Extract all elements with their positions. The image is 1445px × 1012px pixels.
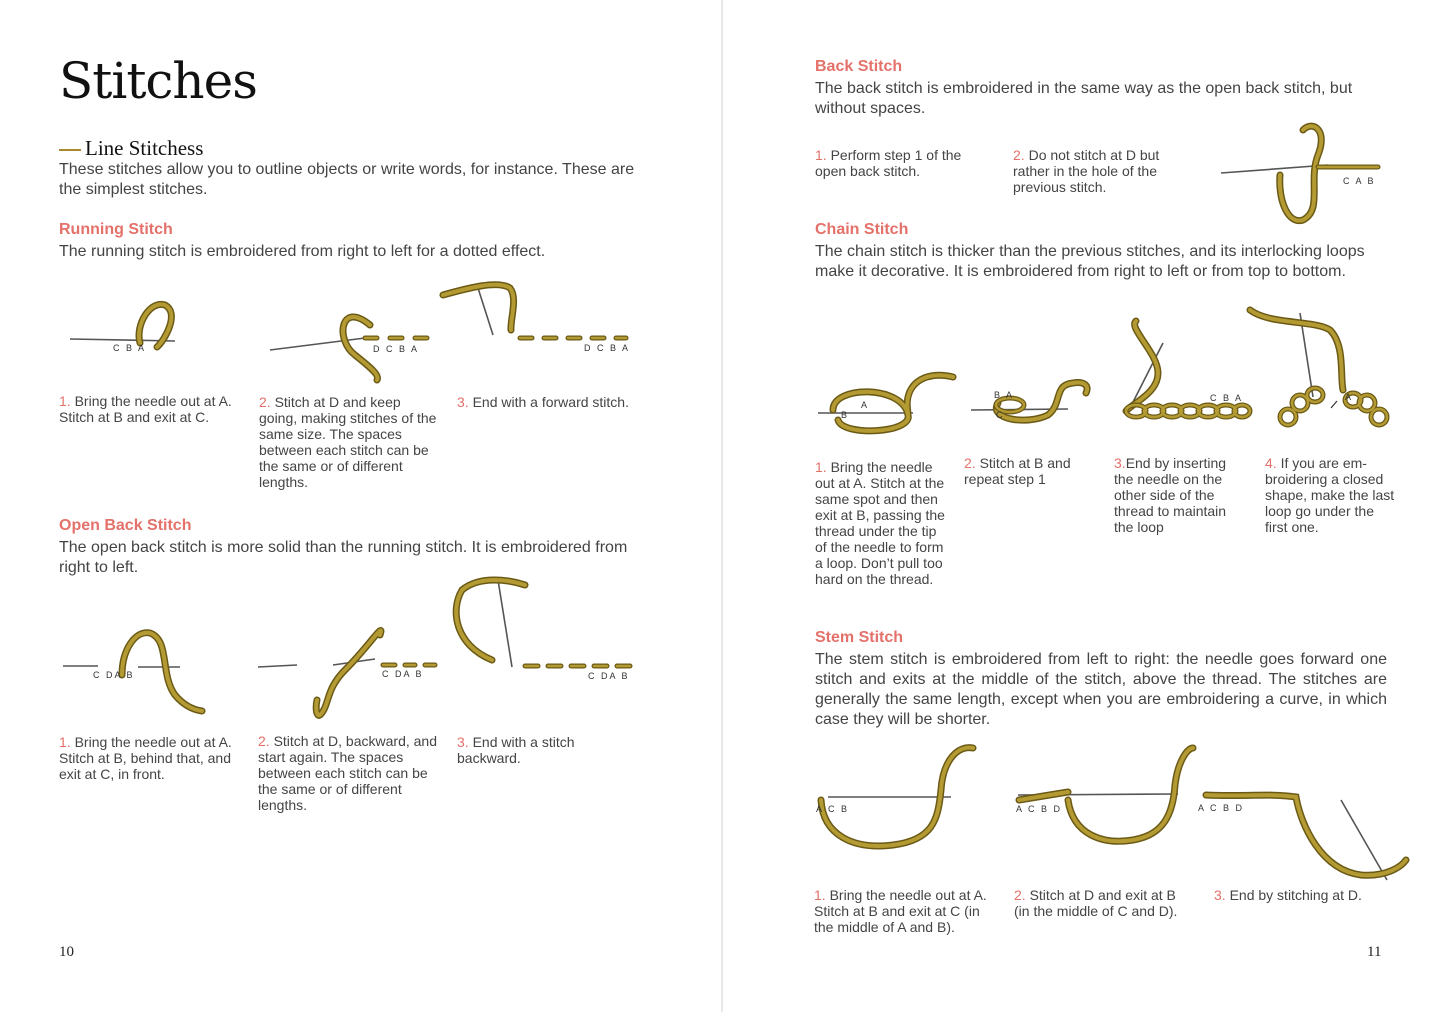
- chain-step-4: 4. If you are em-broidering a closed shape, make the last loop go under the first one.: [1265, 455, 1395, 535]
- back-stitch-fig: [1218, 120, 1388, 225]
- chain-step-2: 2. Stitch at B and repeat step 1: [964, 455, 1071, 487]
- open-back-step-3: 3. End with a stitch backward.: [457, 734, 575, 766]
- open-back-fig-2: [255, 615, 445, 720]
- chain-fig-3-label: C B A: [1210, 393, 1244, 403]
- open-back-fig-3: [450, 575, 645, 685]
- page-title: Stitches: [59, 52, 257, 110]
- section-heading: [59, 136, 203, 161]
- stem-stitch-desc: The stem stitch is embroidered from left to right: the needle goes forward one stitch and exits at the middle of the stitch, above the thread. The stitches are generally the same length, except when you are embroidering a curve, in which case they will be shorter.: [815, 651, 1387, 728]
- stem-fig-3: [1198, 785, 1411, 885]
- open-back-step-1: 1. Bring the needle out at A. Stitch at B, behind that, and exit at C, in front.: [59, 734, 232, 782]
- chain-fig-3: [1118, 313, 1258, 423]
- section-dash: [59, 149, 81, 151]
- stem-fig-2: [1013, 740, 1198, 855]
- back-stitch-fig-label: C A B: [1343, 176, 1376, 186]
- stem-fig-1: [813, 740, 973, 855]
- chain-fig-4-arrow: [1331, 401, 1337, 408]
- running-step-2: 2. Stitch at D and keep going, making stitches of the same size. The spaces between each stitch can be the same or of different lengths.: [259, 394, 437, 490]
- section-heading-text: Line Stitchess: [85, 136, 204, 160]
- chain-step-3: 3.End by inserting the needle on the other side of the thread to maintain the loop: [1114, 455, 1227, 535]
- stem-step-2: 2. Stitch at D and exit at B (in the middle of C and D).: [1014, 887, 1178, 919]
- running-fig-2: [265, 295, 435, 385]
- running-fig-3-label: D C B A: [584, 343, 631, 353]
- back-step-2: 2. Do not stitch at D but rather in the hole of the previous stitch.: [1013, 147, 1160, 195]
- stem-fig-3-label: A C B D: [1198, 803, 1245, 813]
- stem-fig-1-label: A C B: [816, 804, 850, 814]
- section-intro: These stitches allow you to outline objects or write words, for instance. These are the simplest stitches.: [59, 161, 635, 198]
- open-back-fig-1: [60, 625, 210, 720]
- stem-step-1: 1. Bring the needle out at A. Stitch at B and exit at C (in the middle of A and B).: [814, 887, 987, 935]
- running-fig-1-label: C B A: [113, 343, 147, 353]
- stem-step-3: 3. End by stitching at D.: [1214, 887, 1362, 903]
- running-step-3: 3. End with a forward stitch.: [457, 394, 629, 410]
- open-back-stitch-heading: Open Back Stitch: [59, 517, 192, 534]
- back-stitch-desc: The back stitch is embroidered in the same way as the open back stitch, but without spaces.: [815, 80, 1353, 117]
- running-stitch-desc: The running stitch is embroidered from right to left for a dotted effect.: [59, 243, 546, 260]
- chain-fig-2-label-ba: B A: [994, 390, 1015, 400]
- chain-fig-1-label-a: A: [861, 400, 870, 410]
- right-page: [723, 0, 1445, 1012]
- open-back-stitch-desc: The open back stitch is more solid than the running stitch. It is embroidered from right to left.: [59, 539, 628, 576]
- chain-stitch-desc: The chain stitch is thicker than the previous stitches, and its interlocking loops make it decorative. It is embroidered from right to left or from top to bottom.: [815, 243, 1365, 280]
- chain-stitch-heading: Chain Stitch: [815, 221, 909, 238]
- running-step-1: 1. Bring the needle out at A. Stitch at B and exit at C.: [59, 393, 232, 425]
- chain-fig-2: [968, 375, 1098, 435]
- running-fig-3: [438, 280, 638, 360]
- chain-fig-4: [1245, 305, 1405, 425]
- running-fig-1: [65, 295, 195, 365]
- open-back-fig-1-label: C DA B: [93, 670, 135, 680]
- chain-fig-4-label: A: [1345, 392, 1354, 402]
- chain-fig-1: [813, 365, 958, 440]
- open-back-fig-2-label: C DA B: [382, 669, 424, 679]
- page-number-left: 10: [59, 944, 74, 960]
- running-fig-2-label: D C B A: [373, 344, 420, 354]
- stem-stitch-heading: Stem Stitch: [815, 629, 904, 646]
- running-stitch-heading: Running Stitch: [59, 221, 173, 238]
- page-number-right: 11: [1367, 944, 1382, 960]
- stem-fig-2-label: A C B D: [1016, 804, 1063, 814]
- chain-fig-2-label-c: C: [996, 410, 1005, 420]
- back-stitch-heading: Back Stitch: [815, 58, 903, 75]
- chain-fig-1-label-b: B: [841, 410, 850, 420]
- back-step-1: 1. Perform step 1 of the open back stitch.: [815, 147, 962, 179]
- chain-step-1: 1. Bring the needle out at A. Stitch at the same spot and then exit at B, passing the thread under the tip of the needle to form a loop. Don’t pull too hard on the thread.: [815, 459, 945, 587]
- open-back-fig-3-label: C DA B: [588, 671, 630, 681]
- open-back-step-2: 2. Stitch at D, backward, and start again. The spaces between each stitch can be the same or of different lengths.: [258, 733, 437, 813]
